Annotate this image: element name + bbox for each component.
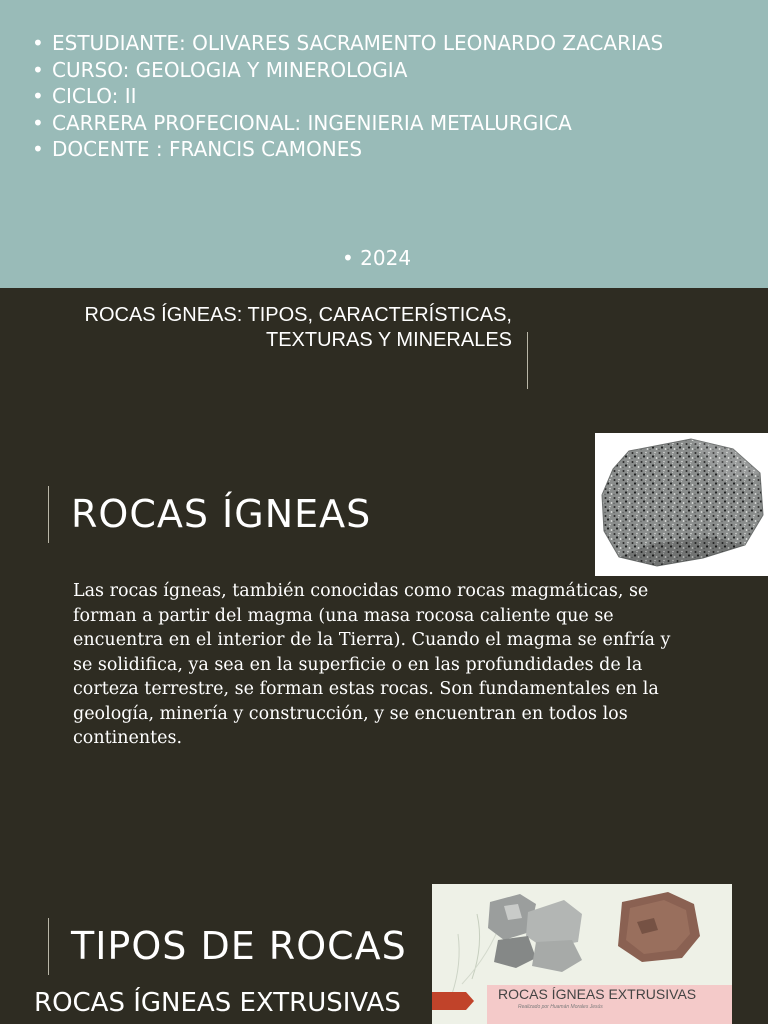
year-value: 2024	[360, 246, 412, 270]
rhyolite-rock-image	[618, 892, 700, 962]
cover-panel	[0, 0, 768, 288]
year-label: • 2024	[342, 246, 412, 270]
info-item-teacher: • DOCENTE : FRANCIS CAMONES	[30, 136, 670, 163]
title-divider	[527, 332, 528, 389]
igneous-description: Las rocas ígneas, también conocidas como rocas magmáticas, se forman a partir del magma (una masa rocosa caliente que se encuentra en el interior de la Tierra). Cuando el magma se enfría y se solidifica, ya sea en la superficie o en las profundidades de la corteza terrestre, se forman estas rocas. Son fundamentales en la geología, minería y construcción, y se encuentran en todos los continentes.	[73, 581, 671, 748]
presentation-title: ROCAS ÍGNEAS: TIPOS, CARACTERÍSTICAS, TEXTURAS Y MINERALES	[84, 304, 512, 351]
poster-title: ROCAS ÍGNEAS EXTRUSIVAS	[498, 986, 697, 1002]
info-item-course: • CURSO: GEOLOGIA Y MINEROLOGIA	[30, 57, 670, 84]
pumice-rocks-image	[488, 894, 582, 972]
subheading-extrusive: ROCAS ÍGNEAS EXTRUSIVAS	[34, 988, 401, 1018]
granite-rock-image	[595, 433, 768, 576]
student-info-list	[30, 30, 670, 163]
extrusive-rocks-poster	[432, 884, 732, 1024]
info-item-career: • CARRERA PROFECIONAL: INGENIERIA METALURGICA	[30, 110, 670, 137]
info-item-student: • ESTUDIANTE: OLIVARES SACRAMENTO LEONARDO ZACARIAS	[30, 30, 670, 57]
section-divider-igneous	[48, 486, 49, 543]
poster-caption: Realizado por Huamán Morales Jesús	[518, 1004, 603, 1010]
info-item-cycle: • CICLO: II	[30, 83, 670, 110]
poster-arrow-marker	[432, 992, 474, 1010]
section-divider-types	[48, 918, 49, 975]
section-heading-types: TIPOS DE ROCAS	[71, 924, 407, 968]
section-heading-igneous: ROCAS ÍGNEAS	[71, 492, 372, 536]
